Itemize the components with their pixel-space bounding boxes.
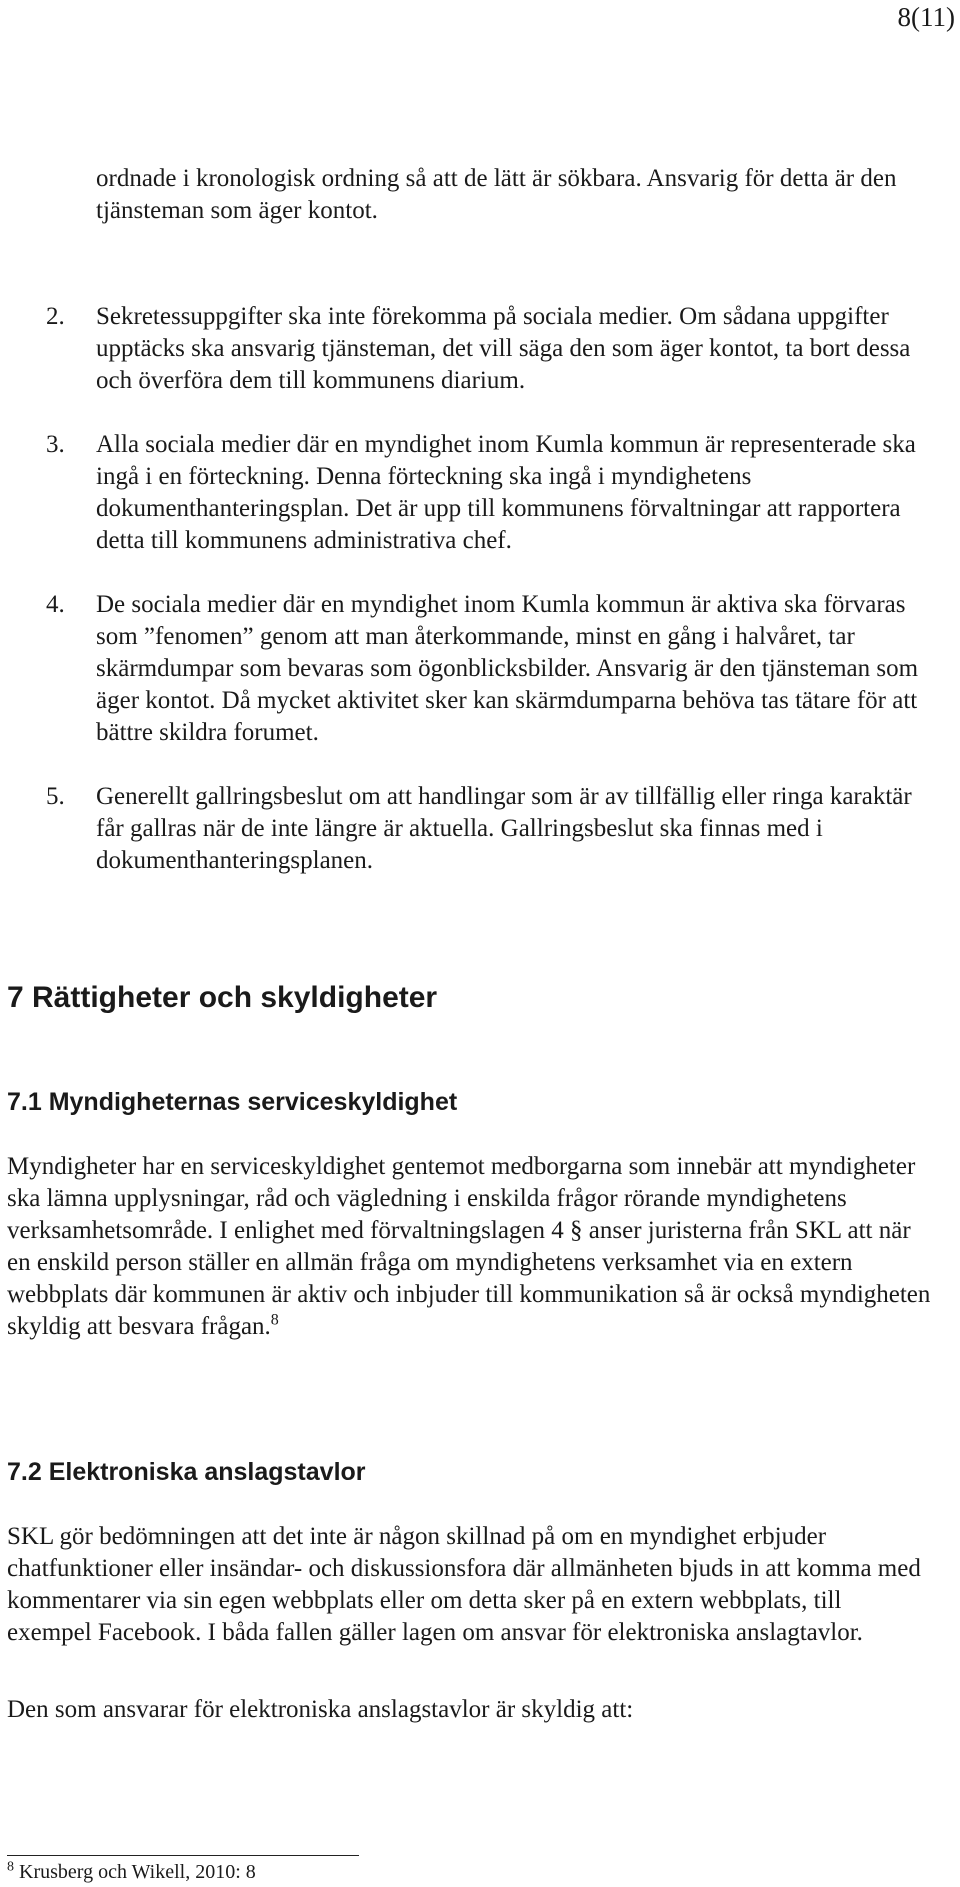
section-7-1-paragraph (7, 1151, 932, 1343)
list-item (46, 589, 926, 749)
section-7-2-heading: 7.2 Elektroniska anslagstavlor (7, 1458, 366, 1486)
section-7-2-paragraph: SKL gör bedömningen att det inte är någon skillnad på om en myndighet erbjuder chatfunktioner eller insändar- och diskussionsfora där allmänheten bjuds in att komma med kommentarer via sin egen webbplats eller om detta sker på en extern webbplats, till exempel Facebook. I båda fallen gäller lagen om ansvar för elektroniska anslagtavlor. (7, 1523, 921, 1646)
list-item-text: Alla sociala medier där en myndighet inom Kumla kommun är representerade ska ingå i en förteckning. Denna förteckning ska ingå i myndighetens dokumenthanteringsplan. Det är upp till kommunens förvaltningar att rapportera detta till kommunens administrativa chef. (96, 431, 916, 554)
list-item-text: De sociala medier där en myndighet inom Kumla kommun är aktiva ska förvaras som ”fenomen” genom att man återkommande, minst en gång i halvåret, tar skärmdumpar som bevaras som ögonblicksbilder. Ansvarig är den tjänsteman som äger kontot. Då mycket aktivitet sker kan skärmdumparna behöva tas tätare för att bättre skildra forumet. (96, 591, 919, 746)
list-item (46, 301, 926, 397)
continuation-paragraph: ordnade i kronologisk ordning så att de lätt är sökbara. Ansvarig för detta är den tjänsteman som äger kontot. (96, 165, 897, 224)
page-number: 8(11) (897, 2, 955, 32)
list-item-number: 2. (46, 303, 65, 330)
footnote-number: 8 (7, 1859, 14, 1875)
section-7-1-heading: 7.1 Myndigheternas serviceskyldighet (7, 1088, 458, 1116)
list-item-text: Sekretessuppgifter ska inte förekomma på sociala medier. Om sådana uppgifter upptäcks ska ansvarig tjänsteman, det vill säga den som äger kontot, ta bort dessa och överföra dem till kommunens diarium. (96, 303, 911, 394)
list-item (46, 429, 926, 557)
section-7-1-text: Myndigheter har en serviceskyldighet gentemot medborgarna som innebär att myndigheter ska lämna upplysningar, råd och vägledning i enskilda frågor rörande myndighetens verksamhetsområde. I enlighet med förvaltningslagen 4 § anser juristerna från SKL att när en enskild person ställer en allmän fråga om myndighetens verksamhet via en extern webbplats där kommunen är aktiv och inbjuder till kommunikation så är också myndigheten skyldig att besvara frågan. (7, 1153, 931, 1340)
list-item-text: Generellt gallringsbeslut om att handlingar som är av tillfällig eller ringa karaktär får gallras när de inte längre är aktuella. Gallringsbeslut ska finnas med i dokumenthanteringsplanen. (96, 783, 912, 874)
section-7-2-intro: Den som ansvarar för elektroniska anslagstavlor är skyldig att: (7, 1696, 634, 1723)
list-item-number: 5. (46, 783, 65, 810)
section-7-heading: 7 Rättigheter och skyldigheter (7, 981, 438, 1014)
numbered-list (46, 301, 926, 909)
list-item (46, 781, 926, 877)
footnote-reference[interactable]: 8 (270, 1311, 279, 1329)
footnote-divider (7, 1855, 359, 1856)
list-item-number: 3. (46, 431, 65, 458)
footnote-text: Krusberg och Wikell, 2010: 8 (19, 1861, 256, 1883)
footnote (7, 1860, 256, 1884)
list-item-number: 4. (46, 591, 65, 618)
